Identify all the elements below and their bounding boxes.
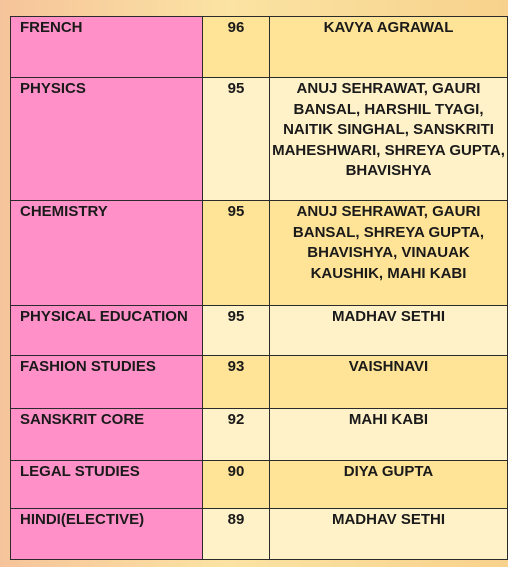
score-cell: 95: [203, 201, 270, 306]
names-cell: DIYA GUPTA: [270, 461, 508, 509]
score-cell: 96: [203, 17, 270, 78]
names-cell: ANUJ SEHRAWAT, GAURI BANSAL, HARSHIL TYAGI, NAITIK SINGHAL, SANSKRITI MAHESHWARI, SHREYA GUPTA, BHAVISHYA: [270, 78, 508, 201]
results-table-container: [10, 16, 508, 560]
names-cell: MADHAV SETHI: [270, 306, 508, 356]
results-table: [10, 16, 508, 560]
subject-cell: PHYSICAL EDUCATION: [11, 306, 203, 356]
subject-cell: LEGAL STUDIES: [11, 461, 203, 509]
table-row: [11, 509, 508, 560]
table-row: [11, 201, 508, 306]
subject-cell: SANSKRIT CORE: [11, 409, 203, 461]
table-row: [11, 356, 508, 409]
names-cell: MAHI KABI: [270, 409, 508, 461]
score-cell: 92: [203, 409, 270, 461]
names-cell: ANUJ SEHRAWAT, GAURI BANSAL, SHREYA GUPTA, BHAVISHYA, VINAUAK KAUSHIK, MAHI KABI: [270, 201, 508, 306]
table-row: [11, 78, 508, 201]
table-row: [11, 17, 508, 78]
score-cell: 89: [203, 509, 270, 560]
subject-cell: FASHION STUDIES: [11, 356, 203, 409]
score-cell: 90: [203, 461, 270, 509]
score-cell: 95: [203, 78, 270, 201]
names-cell: MADHAV SETHI: [270, 509, 508, 560]
score-cell: 93: [203, 356, 270, 409]
subject-cell: PHYSICS: [11, 78, 203, 201]
table-row: [11, 461, 508, 509]
subject-cell: HINDI(ELECTIVE): [11, 509, 203, 560]
subject-cell: CHEMISTRY: [11, 201, 203, 306]
names-cell: VAISHNAVI: [270, 356, 508, 409]
score-cell: 95: [203, 306, 270, 356]
names-cell: KAVYA AGRAWAL: [270, 17, 508, 78]
table-row: [11, 409, 508, 461]
table-row: [11, 306, 508, 356]
subject-cell: FRENCH: [11, 17, 203, 78]
